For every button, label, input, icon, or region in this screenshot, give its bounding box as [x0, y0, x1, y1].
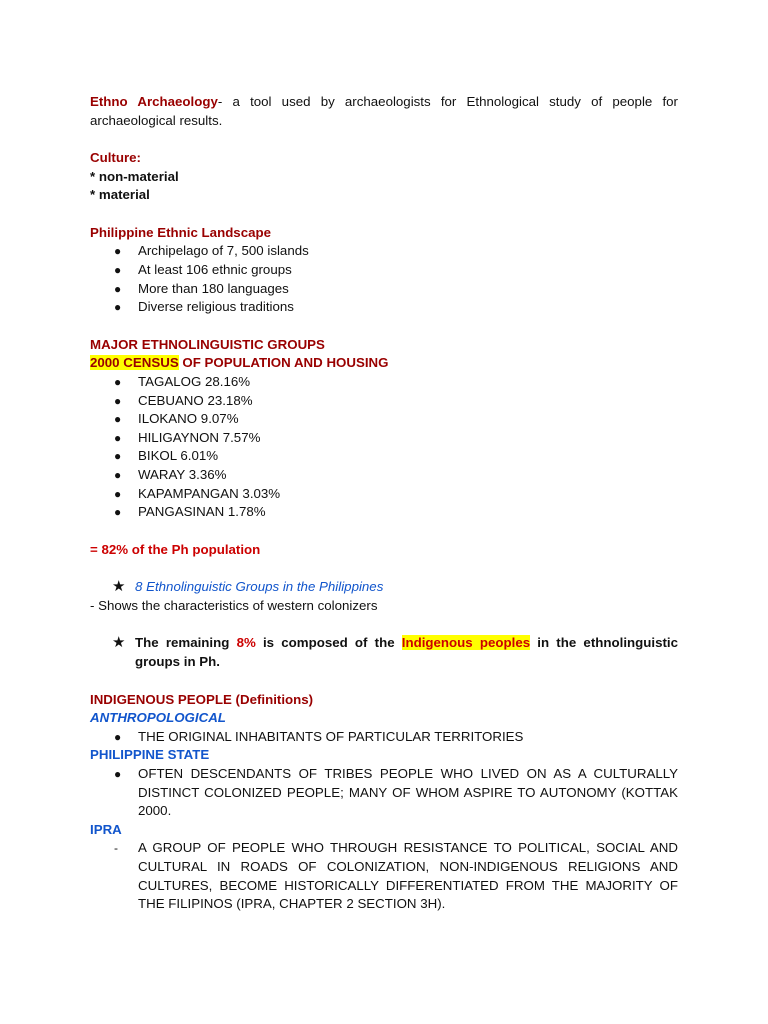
list-item: ● TAGALOG 28.16%: [90, 373, 678, 392]
culture-heading: Culture:: [90, 150, 141, 165]
list-item: ● More than 180 languages: [90, 280, 678, 299]
bullet-icon: ●: [114, 412, 122, 427]
dash-marker: -: [114, 841, 118, 856]
list-item: ● PANGASINAN 1.78%: [90, 503, 678, 522]
philippine-state-label: PHILIPPINE STATE: [90, 747, 210, 763]
bullet-icon: ●: [114, 505, 122, 520]
bullet-icon: ●: [114, 449, 122, 464]
landscape-list: [90, 242, 678, 316]
bullet-icon: ●: [114, 486, 122, 501]
star-icon: ★: [112, 634, 126, 652]
bullet-icon: ●: [114, 300, 122, 315]
list-item: ● Archipelago of 7, 500 islands: [90, 242, 678, 261]
list-item: ● HILIGAYNON 7.57%: [90, 429, 678, 448]
anthropological-list: [90, 728, 678, 747]
star-list-1: [90, 578, 678, 597]
culture-item-material: * material: [90, 187, 150, 203]
landscape-heading: Philippine Ethnic Landscape: [90, 224, 272, 240]
list-item: ● Diverse religious traditions: [90, 298, 678, 317]
bullet-icon: ●: [114, 281, 122, 296]
philippine-state-list: [90, 765, 678, 821]
list-item: ● WARAY 3.36%: [90, 466, 678, 485]
ipra-label: IPRA: [90, 821, 122, 837]
population-total: = 82% of the Ph population: [90, 541, 261, 557]
star-icon: ★: [112, 578, 126, 596]
culture-item-non-material: * non-material: [90, 168, 179, 184]
document-page: [90, 92, 678, 914]
list-item: ● At least 106 ethnic groups: [90, 261, 678, 280]
bullet-icon: ●: [114, 374, 122, 389]
list-item: - A GROUP OF PEOPLE WHO THROUGH RESISTANCE TO POLITICAL, SOCIAL AND CULTURAL IN ROADS OF COLONIZATION, NON-INDIGENOUS RELIGIONS AND CULTURES, BECOME HISTORICALLY DIFFERENTIATED FROM THE MAJORITY OF THE FILIPINOS (IPRA, CHAPTER 2 SECTION 3H).: [114, 840, 678, 912]
list-item: ● THE ORIGINAL INHABITANTS OF PARTICULAR TERRITORIES: [90, 728, 678, 747]
list-item: ● CEBUANO 23.18%: [90, 392, 678, 411]
indigenous-heading: INDIGENOUS PEOPLE (Definitions): [90, 691, 314, 707]
list-item: ● ILOKANO 9.07%: [90, 410, 678, 429]
list-item: ★ The remaining 8% is composed of the Indigenous peoples in the ethnolinguistic groups in Ph.: [112, 634, 678, 670]
remaining-percent: 8%: [236, 635, 256, 651]
bullet-icon: ●: [114, 244, 122, 259]
anthropological-label: ANTHROPOLOGICAL: [90, 710, 226, 726]
census-heading: 2000 CENSUS OF POPULATION AND HOUSING: [90, 355, 389, 371]
indigenous-peoples-highlight: Indigenous peoples: [401, 635, 531, 651]
ethnolinguistic-groups-note: 8 Ethnolinguistic Groups in the Philippines: [135, 579, 384, 595]
list-item: ● OFTEN DESCENDANTS OF TRIBES PEOPLE WHO LIVED ON AS A CULTURALLY DISTINCT COLONIZED PEOPLE; MANY OF WHOM ASPIRE TO AUTONOMY (KOTTAK 2000.: [114, 766, 678, 819]
bullet-icon: ●: [114, 467, 122, 482]
bullet-icon: ●: [114, 767, 122, 782]
intro-paragraph: [90, 92, 678, 130]
major-groups-heading: MAJOR ETHNOLINGUISTIC GROUPS: [90, 336, 325, 352]
ethnic-groups-list: [90, 373, 678, 522]
census-highlight: 2000 CENSUS: [90, 355, 179, 371]
colonizers-note: - Shows the characteristics of western colonizers: [90, 597, 378, 613]
list-item: ● KAPAMPANGAN 3.03%: [90, 485, 678, 504]
list-item: [90, 578, 678, 597]
bullet-icon: ●: [114, 393, 122, 408]
list-item: ● BIKOL 6.01%: [90, 447, 678, 466]
bullet-icon: ●: [114, 729, 122, 744]
bullet-icon: ●: [114, 262, 122, 277]
star-list-2: [90, 634, 678, 671]
ethno-archaeology-term: Ethno Archaeology: [90, 94, 218, 109]
ethno-archaeology-definition: - a tool used by archaeologists for Ethnological study of people for archaeological results.: [90, 94, 678, 128]
ipra-list: [90, 839, 678, 913]
bullet-icon: ●: [114, 430, 122, 445]
